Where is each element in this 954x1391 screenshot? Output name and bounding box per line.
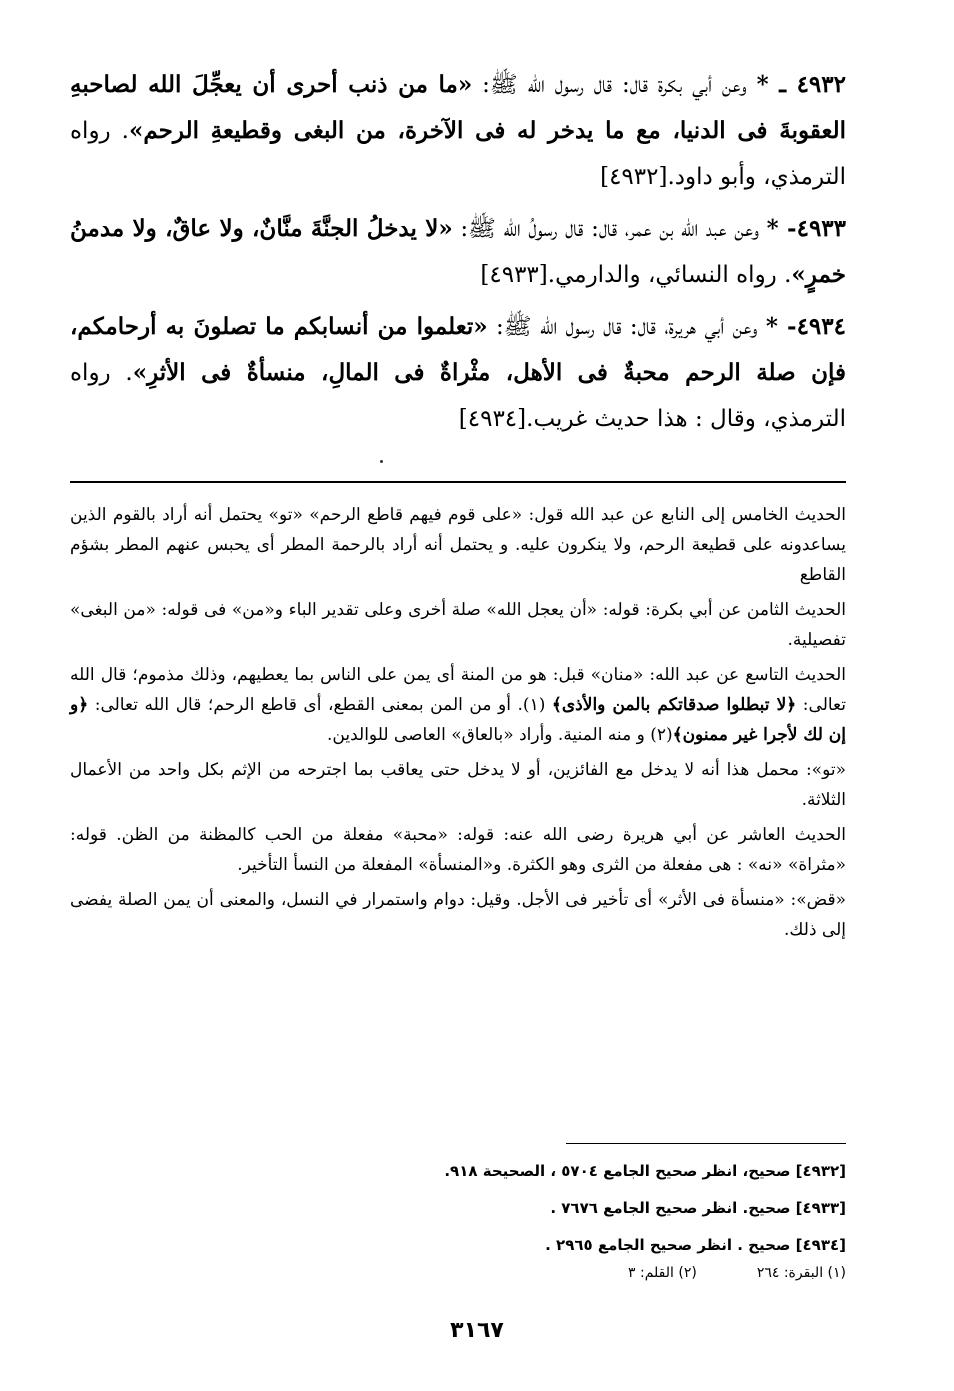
hadith-intro: وعن أبي بكرة قال: قال رسول الله ﷺ: [472,72,757,98]
commentary-paragraph [70,660,846,750]
hadith-intro: وعن أبي هريرة، قال: قال رسول الله ﷺ: [487,314,766,340]
hadith-4934 [70,304,846,442]
hadith-4932 [70,62,846,200]
commentary-paragraph: الحديث العاشر عن أبي هريرة رضى الله عنه: قوله: «محبة» مفعلة من الحب كالمظنة من الظن. قوله: «مثراة» «نه» : هى مفعلة من الثرى وهو الكثرة. و«المنسأة» المفعلة من النسأ التأخير. [70,825,846,875]
quran-reference: (١) البقرة: ٢٦٤ [756,1265,846,1281]
hadith-quote: «لا يدخلُ الجنَّةَ منَّانٌ، ولا عاقٌ، ولا مدمنُ خمرٍ» [70,215,846,288]
commentary-paragraph: الحديث الثامن عن أبي بكرة: قوله: «أن يعجل الله» صلة أخرى وعلى تقدير الباء و«من» فى قوله: «من البغى» تفصيلية. [70,600,846,650]
hadith-4933 [70,206,846,298]
footnote: [٤٩٣٤] صحيح . انظر صحيح الجامع ٢٩٦٥ . [545,1236,846,1254]
quran-references [500,1263,846,1283]
commentary-text: (١). أو من المن بمعنى القطع، أى قاطع الرحم؛ قال الله تعالى: [88,695,552,715]
hadith-reference: . رواه الترمذي، وقال : هذا حديث غريب.[٤٩٣٤] [70,360,846,432]
quran-reference: (٢) القلم: ٣ [628,1265,697,1281]
commentary-text: (٢) و منه المنية. وأراد «بالعاق» العاصى للوالدين. [327,725,673,745]
hadith-intro: وعن عبد الله بن عمر، قال: قال رسولُ الله ﷺ: [452,216,767,242]
page-number: ٣١٦٧ [450,1318,504,1343]
hadith-reference: . رواه الترمذي، وأبو داود.[٤٩٣٢] [70,118,846,190]
commentary-text: الحديث التاسع عن عبد الله: «منان» قبل: هو من المنة أى يمن على الناس بما يعطيهم، وذلك مذموم؛ قال الله تعالى: [70,665,846,715]
footnote: [٤٩٣٣] صحيح. انظر صحيح الجامع ٧٦٧٦ . [550,1199,846,1217]
footnote: [٤٩٣٢] صحيح، انظر صحيح الجامع ٥٧٠٤ ، الصحيحة ٩١٨. [444,1162,846,1180]
commentary-paragraph: الحديث الخامس إلى النابع عن عبد الله قول: «على قوم فيهم قاطع الرحم» «تو» يحتمل أنه أراد بالقوم الذين يساعدونه على قطيعة الرحم، ولا ينكرون عليه. و يحتمل أنه أراد بالرحمة المطر أى يحبس عنهم المطر بشؤم القاطع [70,505,846,585]
commentary-paragraph: «قض»: «منسأة فى الأثر» أى تأخير فى الأجل. وقيل: دوام واستمرار في النسل، والمعنى أن يمن الصلة يفضى إلى ذلك. [70,890,846,940]
quran-verse: ﴿لا تبطلوا صدقاتكم بالمن والأذى﴾ [551,695,797,715]
hadith-reference: . رواه النسائي، والدارمي.[٤٩٣٣] [480,262,792,288]
hadith-number: ٤٩٣٤- * [765,313,846,340]
commentary-section [70,500,846,950]
footnotes [400,1153,846,1264]
footnote-divider [566,1143,846,1144]
quran-verse: ﴿و إن لك لأجرا غير ممنون﴾ [70,695,846,745]
commentary-paragraph: «تو»: محمل هذا أنه لا يدخل مع الفائزين، أو لا يدخل حتى يعاقب بما اجترحه من الإثم بكل واحد من الأعمال الثلاثة. [70,760,846,810]
hadith-quote: «ما من ذنب أحرى أن يعجِّلَ الله لصاحبهِ العقوبةَ فى الدنيا، مع ما يدخر له فى الآخرة، من البغى وقطيعةِ الرحم» [70,71,846,144]
hadith-section [70,62,846,448]
hadith-quote: «تعلموا من أنسابكم ما تصلونَ به أرحامكم، فإن صلة الرحم محبةٌ فى الأهل، مثْراةٌ فى المالِ، منسأةٌ فى الأثرِ» [70,313,846,386]
scan-speck [380,460,383,463]
section-divider [70,481,846,483]
hadith-number: ٤٩٣٣- * [766,215,847,242]
hadith-number: ٤٩٣٢ ـ * [756,71,846,98]
